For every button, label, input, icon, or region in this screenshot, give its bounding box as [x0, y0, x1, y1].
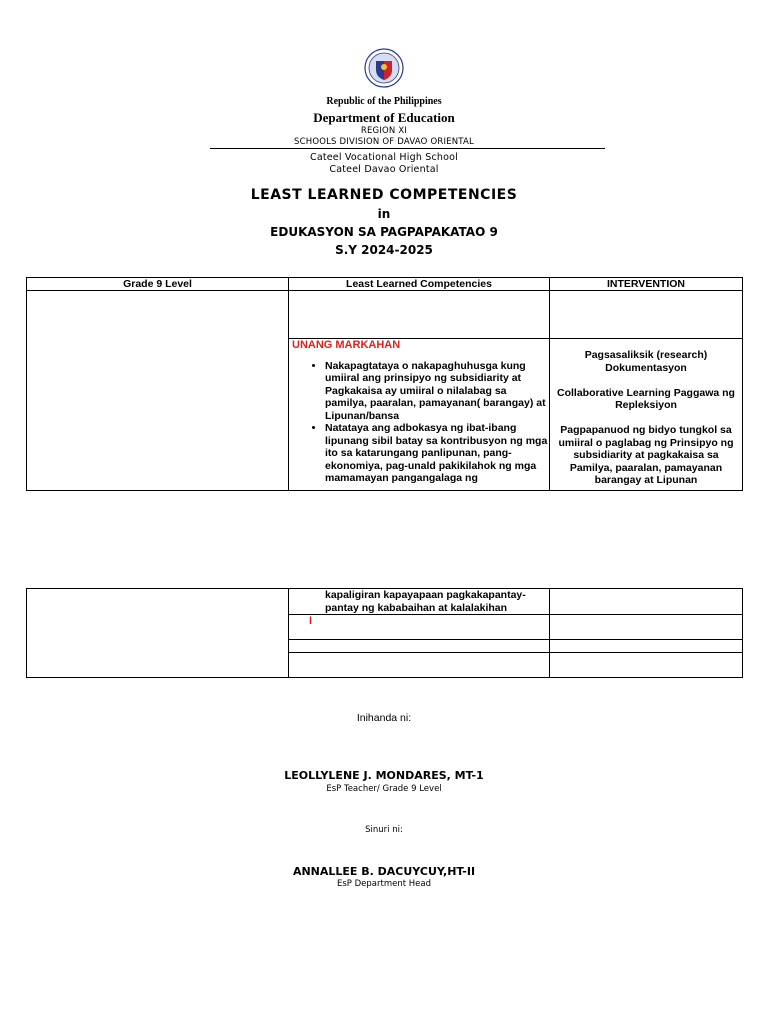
intervention-item: Pagpapanuod ng bidyo tungkol sa umiiral o paglabag ng Prinsipyo ng subsidiarity at pagkakaisa sa Pamilya, paaralan, pamayanan barangay at Lipunan: [558, 424, 734, 486]
competency-cell: [289, 339, 550, 491]
intervention-item: Collaborative Learning Paggawa ng Repleksiyon: [557, 386, 735, 411]
republic-text: Republic of the Philippines: [326, 96, 442, 107]
competency-item: • Nakapagtataya o nakapaghuhusga kung umiiral ang prinsipyo ng subsidiarity at Pagkakaisa ay umiiral o nilalabag sa pamilya, paaralan, pamayanan( barangay) at Lipunan/bansa: [325, 360, 549, 423]
table-cell: [550, 291, 743, 339]
competency-cell: [289, 589, 550, 615]
competency-item: • Natataya ang adbokasya ng ibat-ibang lipunang sibil batay sa kontribusyon ng mga ito sa katarungang panlipunan, pang-ekonomiya, pag-unald pakikilahok ng mga mamamayan pangangalaga ng: [325, 422, 549, 485]
table-cell: [550, 640, 743, 653]
intervention-item: Pagsasaliksik (research) Dokumentasyon: [584, 349, 708, 374]
prepared-by-name: LEOLLYLENE J. MONDARES, MT-1: [284, 769, 484, 782]
table-cell: [289, 615, 550, 640]
reviewed-by-name: ANNALLEE B. DACUYCUY,HT-II: [292, 865, 476, 878]
prepared-by-label: Inihanda ni:: [356, 712, 412, 724]
doc-school-year: S.Y 2024-2025: [335, 243, 433, 257]
grade-level-cell: [27, 291, 289, 491]
competency-table-continued: [26, 588, 743, 678]
header-divider: [210, 148, 605, 149]
intervention-cell: [550, 339, 743, 491]
header-grade-level: Grade 9 Level: [27, 278, 289, 291]
region-text: REGION XI: [360, 126, 408, 136]
quarter-label: UNANG MARKAHAN: [292, 339, 401, 351]
table-cell: [289, 291, 550, 339]
reviewed-by-label: Sinuri ni:: [365, 825, 403, 835]
table-cell: [289, 653, 550, 678]
table-cell: [289, 640, 550, 653]
doc-title-in: in: [377, 207, 391, 221]
header-competencies: Least Learned Competencies: [289, 278, 550, 291]
table-cell: [550, 653, 743, 678]
row-marker: I: [309, 615, 313, 627]
department-text: Department of Education: [313, 110, 455, 125]
school-name: Cateel Vocational High School: [309, 152, 459, 163]
prepared-by-role: EsP Teacher/ Grade 9 Level: [326, 784, 442, 794]
competency-table: [26, 277, 743, 491]
doc-subject: EDUKASYON SA PAGPAPAKATAO 9: [270, 225, 498, 239]
doc-title: LEAST LEARNED COMPETENCIES: [250, 187, 518, 203]
table-cell: [550, 589, 743, 615]
deped-seal-logo: [364, 48, 404, 88]
division-text: SCHOOLS DIVISION OF DAVAO ORIENTAL: [294, 137, 474, 147]
header-intervention: INTERVENTION: [550, 278, 743, 291]
table-cell: [550, 615, 743, 640]
reviewed-by-role: EsP Department Head: [337, 879, 431, 889]
grade-level-cell: [27, 589, 289, 678]
school-location: Cateel Davao Oriental: [329, 164, 439, 175]
competency-item-continued: kapaligiran kapayapaan pagkakapantay-pantay ng kababaihan at kalalakihan: [325, 589, 526, 614]
